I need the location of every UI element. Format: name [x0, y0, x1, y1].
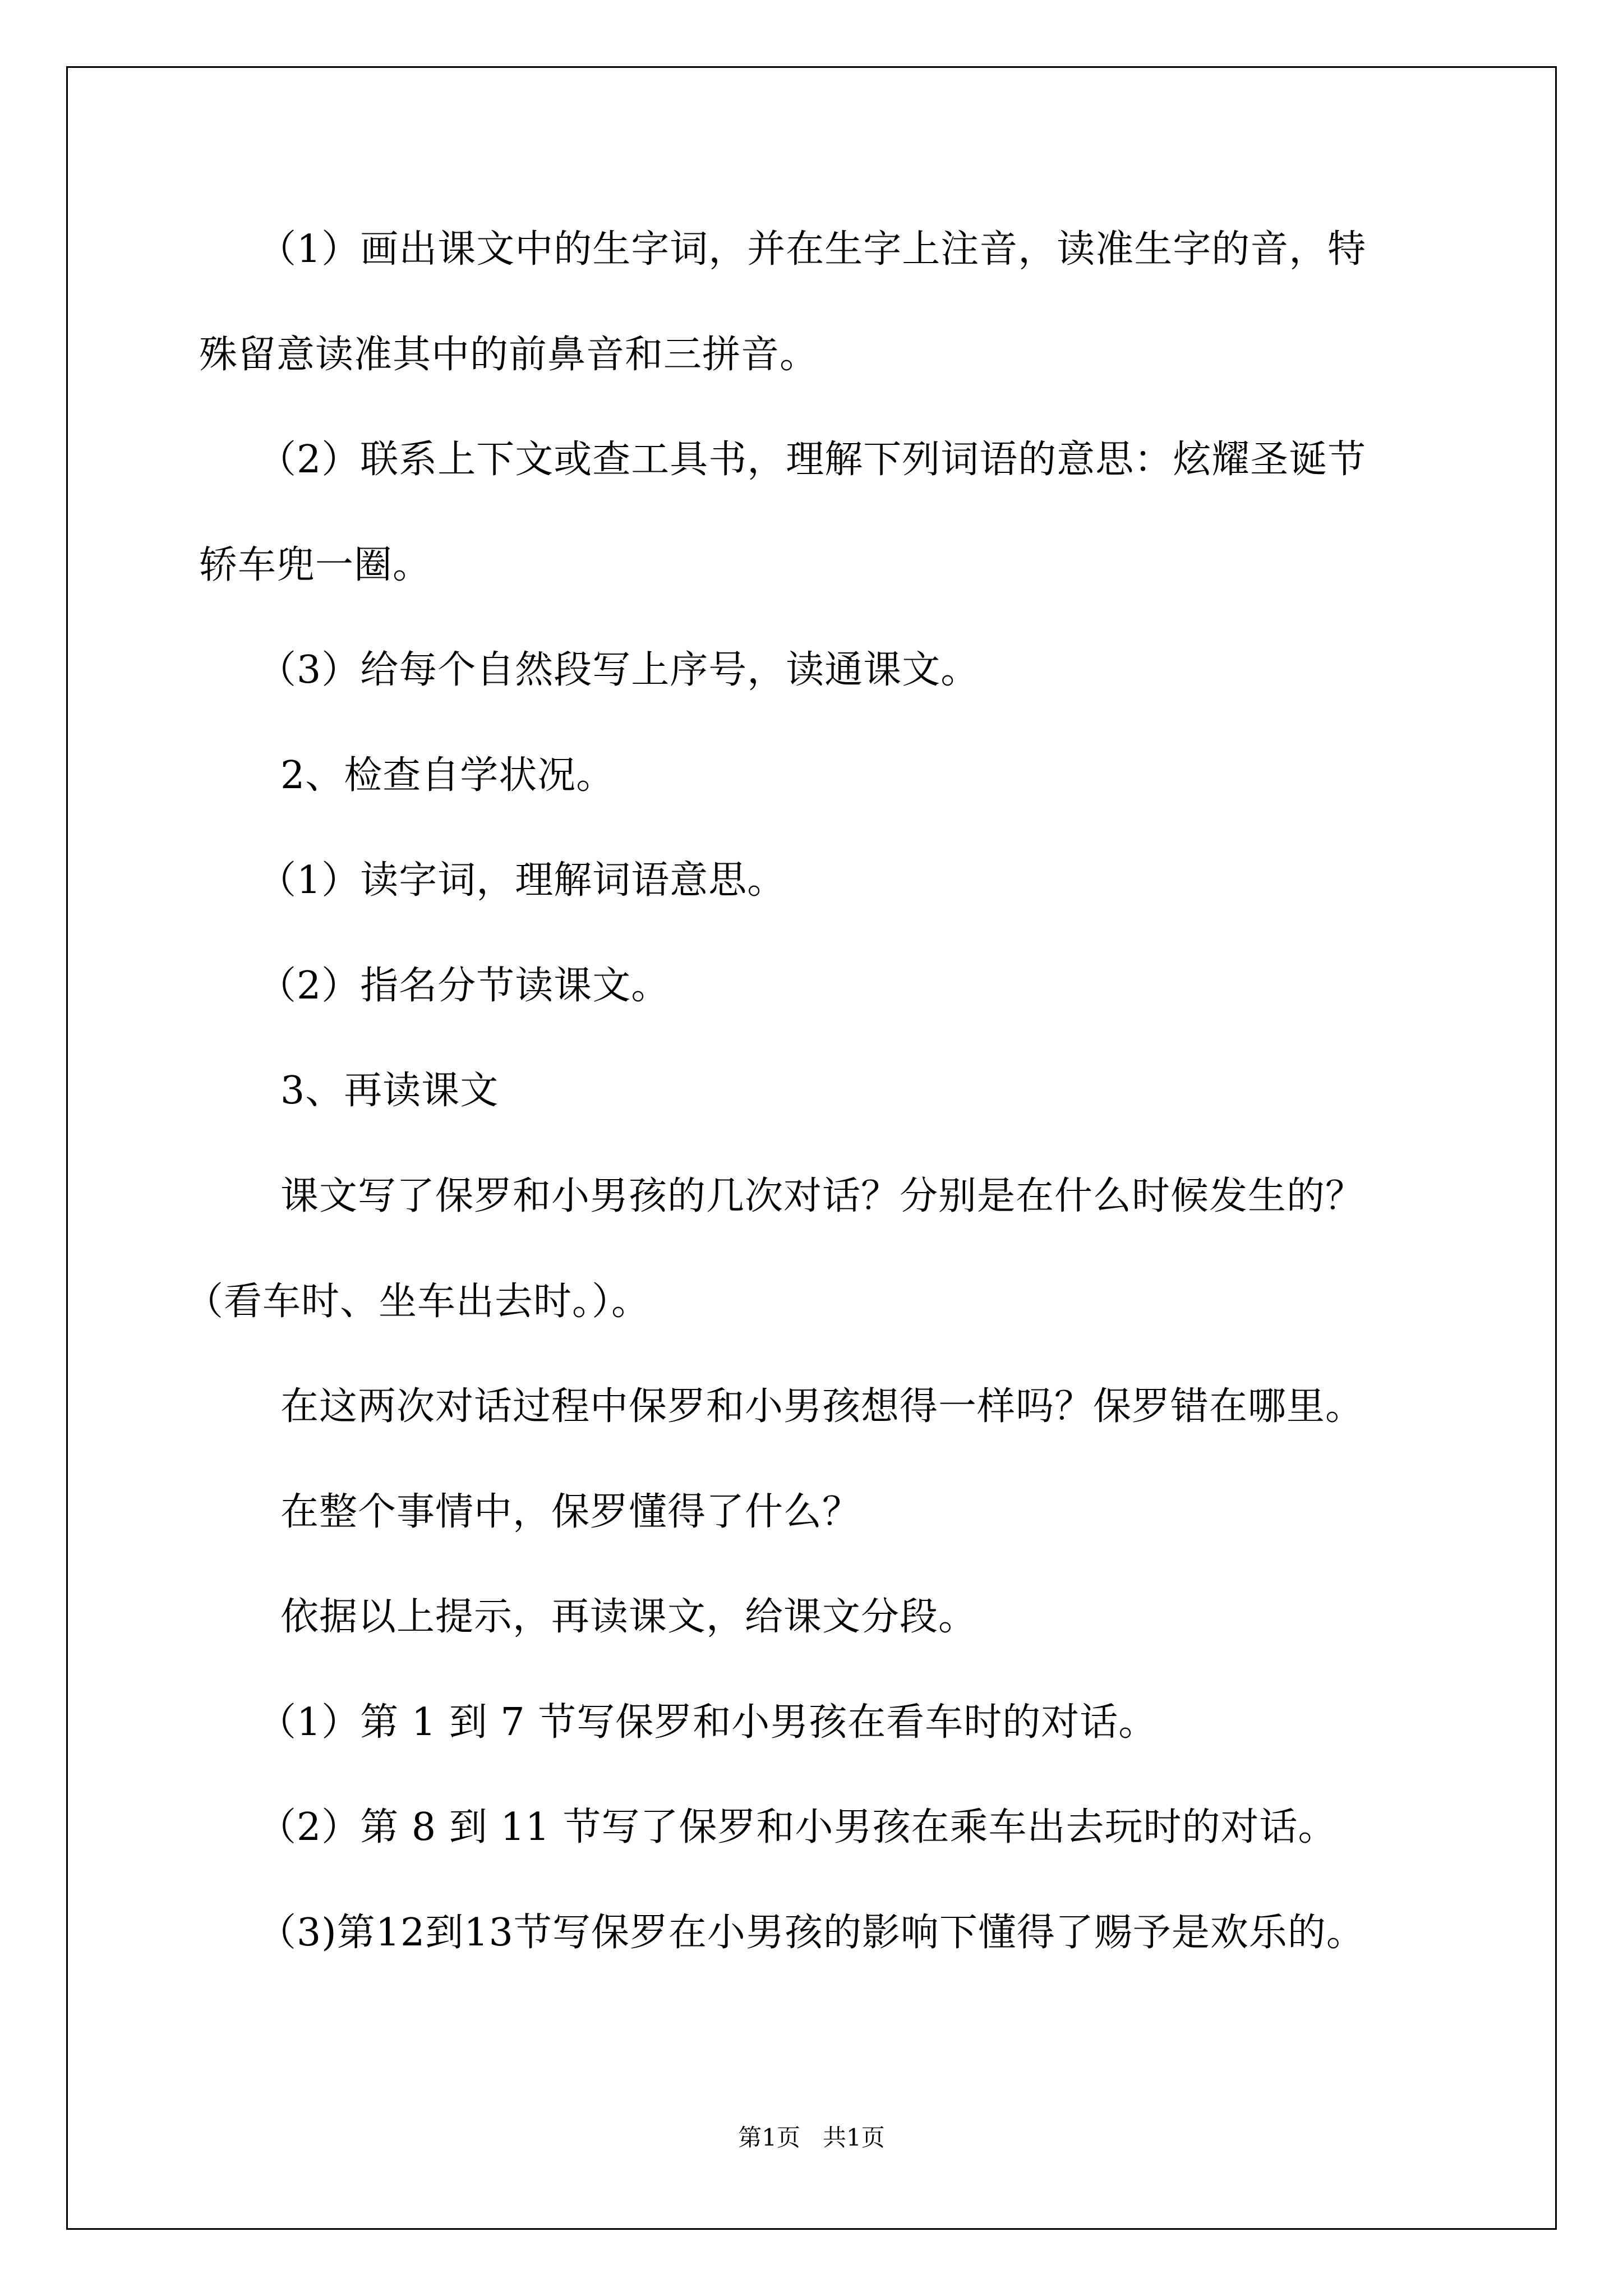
paragraph-line-16: （2）第 8 到 11 节写了保罗和小男孩在乘车出去玩时的对话。 — [258, 1805, 1337, 1849]
paragraph-line-8: （2）指名分节读课文。 — [258, 964, 670, 1008]
paragraph-line-13: 在整个事情中，保罗懂得了什么？ — [280, 1490, 861, 1534]
paragraph-line-14: 依据以上提示，再读课文，给课文分段。 — [280, 1595, 978, 1639]
paragraph-line-10: 课文写了保罗和小男孩的几次对话？分别是在什么时候发生的？ — [280, 1174, 1364, 1218]
paragraph-line-17: （3)第12到13节写保罗在小男孩的影响下懂得了赐予是欢乐的。 — [258, 1911, 1365, 1955]
paragraph-line-2: 殊留意读准其中的前鼻音和三拼音。 — [199, 333, 819, 377]
paragraph-line-5: （3）给每个自然段写上序号，读通课文。 — [258, 648, 980, 692]
paragraph-line-6: 2、检查自学状况。 — [280, 753, 615, 798]
paragraph-line-4: 轿车兜一圈。 — [199, 543, 432, 587]
page-number-footer: 第1页 共1页 — [738, 2124, 885, 2151]
paragraph-line-15: （1）第 1 到 7 节写保罗和小男孩在看车时的对话。 — [258, 1700, 1158, 1745]
paragraph-line-9: 3、再读课文 — [280, 1069, 499, 1113]
paragraph-line-1: （1）画出课文中的生字词，并在生字上注音，读准生字的音，特 — [258, 227, 1367, 272]
page-border — [66, 66, 1557, 2230]
paragraph-line-3: （2）联系上下文或查工具书，理解下列词语的意思：炫耀圣诞节 — [258, 438, 1367, 482]
paragraph-line-7: （1）读字词，理解词语意思。 — [258, 858, 786, 903]
paragraph-line-11: （看车时、坐车出去时。）。 — [185, 1280, 651, 1324]
paragraph-line-12: 在这两次对话过程中保罗和小男孩想得一样吗？保罗错在哪里。 — [280, 1384, 1364, 1429]
